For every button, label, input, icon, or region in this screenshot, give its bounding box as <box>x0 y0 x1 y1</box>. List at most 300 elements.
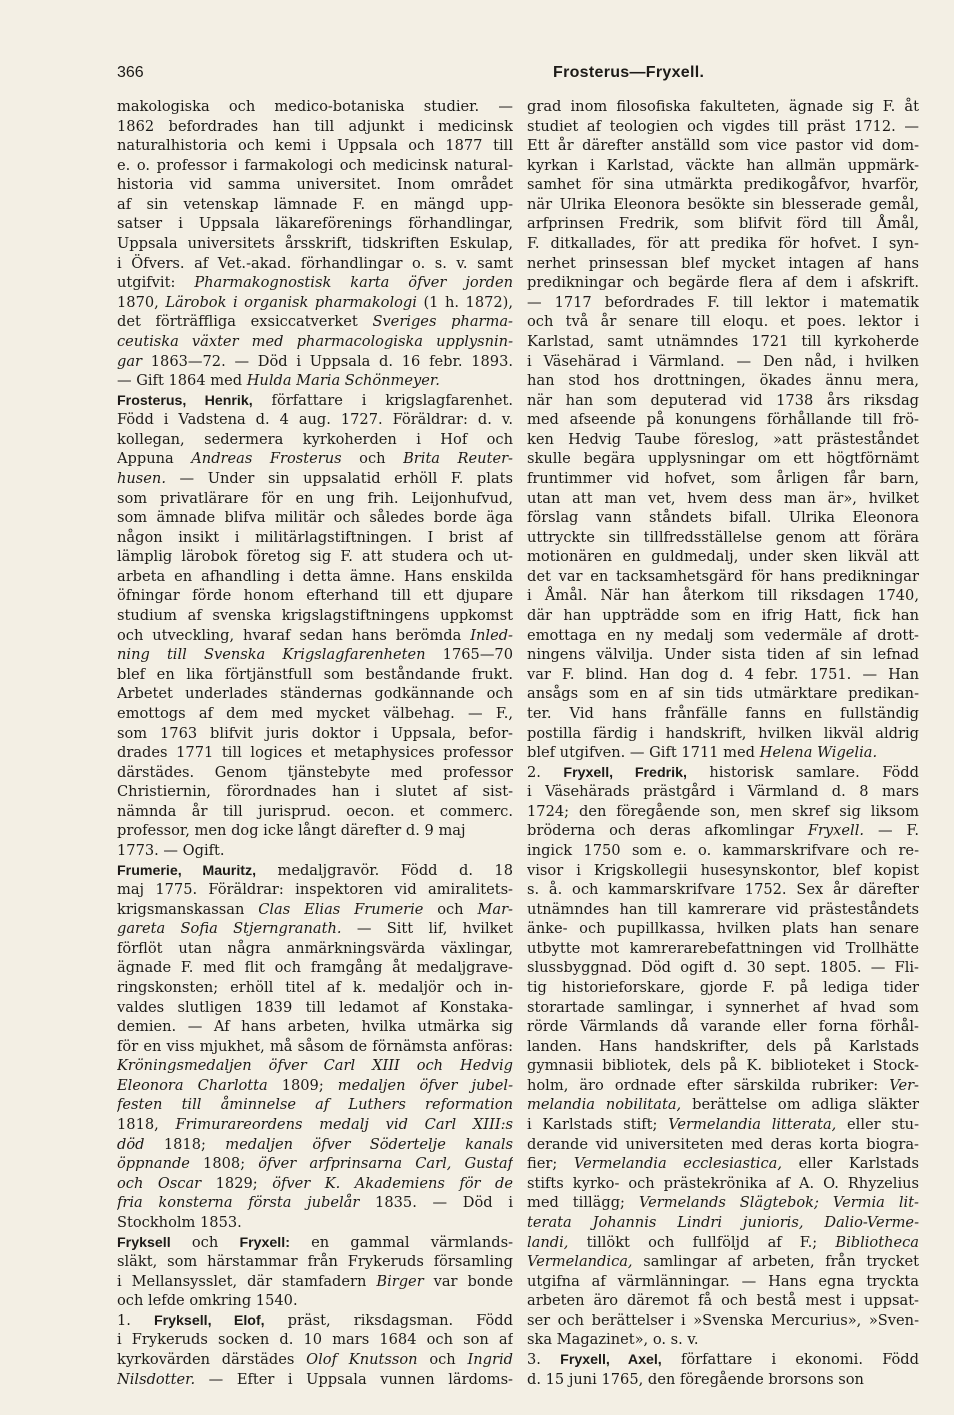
text-line <box>527 489 919 509</box>
text-line <box>117 861 513 881</box>
text-line <box>117 958 513 978</box>
italic-text: terata Johannis Lindri junioris, Dalio-Verme- <box>527 1213 919 1231</box>
text-line <box>527 880 919 900</box>
text-line <box>117 1115 513 1135</box>
text-line <box>527 606 919 626</box>
text-span: derande vid universiteten med deras korta biogra- <box>527 1135 919 1153</box>
text-line <box>117 1350 513 1370</box>
text-line <box>117 312 513 332</box>
left-column <box>117 97 513 1389</box>
text-line <box>527 430 919 450</box>
text-line <box>117 1017 513 1037</box>
text-span: och lefde omkring 1540. <box>117 1292 298 1310</box>
text-line <box>527 117 919 137</box>
italic-text: Lärobok i organisk pharmakologi <box>165 293 417 311</box>
text-span: i Mellansysslet, där stamfadern <box>117 1272 377 1290</box>
italic-text: och Oscar <box>117 1174 202 1192</box>
text-line <box>117 195 513 215</box>
text-span: — Under sin uppsalatid erhöll F. plats <box>165 469 513 487</box>
text-span: tillökt och fullföljd af F.; <box>568 1233 836 1251</box>
text-span: maj 1775. Föräldrar: inspektoren vid amiralitets- <box>117 881 513 899</box>
text-line <box>117 802 513 822</box>
text-span: makologiska och medico-botaniska studier. — <box>117 98 513 115</box>
text-span: drades 1771 till logices et metaphysices professor <box>117 744 513 762</box>
italic-text: Nilsdotter. <box>117 1370 196 1388</box>
text-span: kyrkovärden därstädes <box>117 1351 307 1368</box>
text-line <box>527 175 919 195</box>
text-span: och två år senare till eloqu. et poes. lektor i <box>527 313 919 331</box>
text-span: Appuna <box>117 450 192 468</box>
text-span: arfprinsen Fredrik, som blifvit förd till Åmål, <box>527 215 919 233</box>
text-line <box>117 214 513 234</box>
text-line <box>117 1330 513 1350</box>
text-span: kollegan, sedermera kyrkoherden i Hof och <box>117 430 513 448</box>
text-line <box>117 1252 513 1272</box>
text-span: studiet af teologien och vigdes till präst 1712. — <box>527 117 919 135</box>
text-line <box>527 841 919 861</box>
text-span: där han uppträdde som en ifrig Hatt, fick han <box>527 607 919 625</box>
italic-text: Brita Reuter- <box>403 450 513 468</box>
text-line <box>527 763 919 783</box>
text-line <box>527 1330 919 1350</box>
text-line <box>527 586 919 606</box>
text-line <box>527 1272 919 1292</box>
entry-name: Fryxell: <box>239 1234 290 1251</box>
italic-text: medaljen öfver Södertelje kanals <box>225 1135 513 1153</box>
right-column <box>527 97 919 1389</box>
text-line <box>527 782 919 802</box>
text-line <box>117 978 513 998</box>
text-span: en gammal värmlands- <box>289 1233 513 1251</box>
text-line <box>117 528 513 548</box>
text-span: han stod hos drottningen, ökades ännu mera, <box>527 372 919 390</box>
text-span: Christiernin, förordnades han i slutet af sist- <box>117 783 513 801</box>
text-line <box>117 508 513 528</box>
italic-text: festen till åminnelse af Luthers reformation <box>117 1096 513 1114</box>
text-span: ser och berättelser i »Svenska Mercurius», »Sven- <box>527 1311 919 1329</box>
text-line <box>117 626 513 646</box>
entry-name: Frosterus, Henrik, <box>117 392 253 409</box>
text-span: som privatlärare för en ung frih. Leijonhufvud, <box>117 489 513 507</box>
text-span: när han som deputerad vid 1738 års riksdag <box>527 391 919 409</box>
text-line <box>527 958 919 978</box>
text-span: utan att man vet, hvem dess man är», hvilket <box>527 489 919 507</box>
text-line <box>527 1154 919 1174</box>
text-span: med tillägg; <box>527 1194 639 1212</box>
text-span: Stockholm 1853. <box>117 1213 242 1231</box>
text-line <box>527 1311 919 1331</box>
text-line <box>527 1076 919 1096</box>
text-span: storartade samlingar, i synnerhet af hvad som <box>527 998 919 1016</box>
text-span: ter. Vid hans frånfälle fanns en fullständig <box>527 704 919 722</box>
text-span: i Karlstads stift; <box>527 1116 669 1134</box>
italic-text: fria konsterna första jubelår <box>117 1194 360 1212</box>
text-span: e. o. professor i farmakologi och medicinsk natural- <box>117 156 513 174</box>
entry-name: Fryksell <box>117 1234 171 1251</box>
italic-text: Fryxell. <box>807 822 864 840</box>
text-line <box>527 254 919 274</box>
text-span: änke- och pupillkassa, hvilken plats han senare <box>527 920 919 938</box>
italic-text: gar <box>117 352 143 370</box>
text-line <box>117 175 513 195</box>
text-span: i Öfvers. af Vet.-akad. förhandlingar o. s. v. samt <box>117 254 513 272</box>
text-line <box>527 97 919 117</box>
text-line <box>527 410 919 430</box>
text-span: motionären en guldmedalj, under sken likväl att <box>527 548 919 566</box>
text-line <box>527 352 919 372</box>
text-span: emottaga en ny medalj som vedermäle af drott- <box>527 626 919 644</box>
text-line <box>527 998 919 1018</box>
text-span: och <box>341 450 404 468</box>
text-line <box>527 724 919 744</box>
text-line <box>117 724 513 744</box>
text-line <box>117 1311 513 1331</box>
italic-text: Hulda Maria Schönmeyer. <box>246 372 440 390</box>
text-span: förslag vann ståndets bifall. Ulrika Eleonora <box>527 509 919 527</box>
text-span: holm, äro ordnade efter särskilda rubriker: <box>527 1076 890 1094</box>
text-span: Uppsala universitets årsskrift, tidskriften Eskulap, <box>117 235 513 253</box>
text-line <box>117 410 513 430</box>
text-span: — 1717 befordrades F. till lektor i matematik <box>527 293 919 311</box>
text-line <box>117 234 513 254</box>
text-span: 1835. — Död i <box>359 1194 513 1212</box>
text-span: utgifna af värmlänningar. — Hans egna tryckta <box>527 1272 919 1290</box>
running-head: Frosterus—Fryxell. <box>553 64 705 81</box>
text-line <box>527 449 919 469</box>
text-line <box>117 841 513 861</box>
text-span: någon insikt i militärlagstiftningen. I brist af <box>117 528 513 546</box>
text-span: landen. Hans handskrifter, dels på Karlstads <box>527 1037 919 1055</box>
text-line <box>527 821 919 841</box>
text-line <box>117 430 513 450</box>
text-span: satser i Uppsala läkareförenings förhandlingar, <box>117 215 513 233</box>
text-line <box>117 136 513 156</box>
text-line <box>527 195 919 215</box>
text-line <box>527 312 919 332</box>
text-line <box>117 880 513 900</box>
text-span: eller stu- <box>836 1116 919 1134</box>
text-line <box>117 273 513 293</box>
text-line <box>117 391 513 411</box>
text-span: visor i Krigskollegii husesynskontor, blef kopist <box>527 861 919 879</box>
text-line <box>117 332 513 352</box>
page-header <box>117 64 917 90</box>
italic-text: Vermelandia ecclesiastica, <box>573 1155 782 1173</box>
text-span: slussbyggnad. Död ogift d. 30 sept. 1805. — Fli- <box>527 959 919 977</box>
italic-text: Vermelands Slägtebok; Vermia lit- <box>638 1194 919 1212</box>
italic-text: död <box>117 1135 145 1153</box>
italic-text: Vermelandia litterata, <box>668 1116 837 1134</box>
text-line <box>117 704 513 724</box>
text-span: skulle begära upplysningar om ett högtförnämt <box>527 450 919 468</box>
text-line <box>117 156 513 176</box>
text-line <box>117 469 513 489</box>
italic-text: gareta Sofia Stjerngranath. <box>117 920 342 938</box>
text-span: demien. — Af hans arbeten, hvilka utmärka sig <box>117 1018 513 1036</box>
italic-text: Bibliotheca <box>835 1233 919 1251</box>
text-span: — Efter i Uppsala vunnen lärdoms- <box>195 1370 513 1388</box>
text-span: var bonde <box>423 1272 513 1290</box>
text-span: historisk samlare. Född <box>686 763 919 781</box>
italic-text: Eleonora Charlotta <box>117 1076 268 1094</box>
text-line <box>527 1350 919 1370</box>
italic-text: Ingrid <box>467 1351 513 1368</box>
text-span: och <box>423 900 478 918</box>
text-span: 1808; <box>189 1155 259 1173</box>
text-line <box>117 900 513 920</box>
text-line <box>527 1037 919 1057</box>
text-span: tig historieforskare, gjorde F. på lediga tider <box>527 979 919 997</box>
text-span: utgifvit: <box>117 274 195 292</box>
text-span: studium af svenska krigslagstiftningens uppkomst <box>117 607 513 625</box>
text-line <box>117 547 513 567</box>
text-span: som 1763 blifvit juris doktor i Uppsala, befor- <box>117 724 513 742</box>
text-span: 1. <box>117 1311 154 1329</box>
text-line <box>117 684 513 704</box>
text-span: när Ulrika Eleonora besökte sin blesserade gemål, <box>527 195 919 213</box>
text-line <box>527 704 919 724</box>
italic-text: ning till Svenska Krigslagfarenheten <box>117 646 426 664</box>
text-span: d. 15 juni 1765, den föregående brorsons son <box>527 1370 864 1388</box>
text-span: förflöt utan några anmärkningsvärda växlingar, <box>117 939 513 957</box>
text-line <box>527 293 919 313</box>
text-line <box>527 900 919 920</box>
italic-text: Andreas Frosterus <box>191 450 342 468</box>
text-span: krigsmanskassan <box>117 900 259 918</box>
text-line <box>527 1213 919 1233</box>
text-line <box>117 1095 513 1115</box>
entry-name: Fryksell, Elof, <box>153 1312 265 1329</box>
text-line <box>117 1135 513 1155</box>
text-span: ansågs som en af sin tids utmärktare predikan- <box>527 685 919 703</box>
text-line <box>117 919 513 939</box>
text-line <box>117 489 513 509</box>
text-line <box>117 1056 513 1076</box>
text-line <box>527 861 919 881</box>
text-span: därstädes. Genom tjänstebyte med professor <box>117 763 513 781</box>
text-span: samlingar af arbeten, från trycket <box>632 1253 919 1271</box>
text-span: arbeta en afhandling i detta ämne. Hans enskilda <box>117 567 513 585</box>
text-line <box>117 1037 513 1057</box>
text-span: samhet för sina utmärkta predikogåfvor, hvarför, <box>527 176 919 194</box>
text-span: — Gift 1864 med <box>117 372 247 390</box>
text-line <box>527 1174 919 1194</box>
italic-text: Olof Knutsson <box>306 1351 418 1368</box>
text-line <box>117 1174 513 1194</box>
text-span: ringskonsten; erhöll titel af k. medaljör och in- <box>117 979 513 997</box>
text-line <box>117 606 513 626</box>
text-line <box>527 469 919 489</box>
text-line <box>117 1193 513 1213</box>
text-span: var F. blind. Han dog d. 4 febr. 1751. — Han <box>527 665 919 683</box>
italic-text: Inled- <box>470 626 513 644</box>
italic-text: Ver- <box>889 1076 919 1094</box>
text-line <box>527 684 919 704</box>
text-line <box>527 1291 919 1311</box>
text-line <box>117 998 513 1018</box>
text-span: predikningar och begärde flera af dem i afskrift. <box>527 274 919 292</box>
text-span: och <box>417 1351 468 1368</box>
text-span: professor, men dog icke långt därefter d. 9 maj <box>117 822 466 840</box>
text-span: fruntimmer vid hofvet, som årligen får barn, <box>527 469 919 487</box>
text-line <box>527 919 919 939</box>
text-line <box>117 743 513 763</box>
text-line <box>117 1272 513 1292</box>
italic-text: Clas Elias Frumerie <box>258 900 424 918</box>
text-line <box>117 352 513 372</box>
text-span: gymnasii bibliotek, dels på K. biblioteket i Stock- <box>527 1057 919 1075</box>
text-line <box>527 332 919 352</box>
text-line <box>117 567 513 587</box>
text-span: kyrkan i Karlstad, väckte han allmän uppmärk- <box>527 156 919 174</box>
text-line <box>117 1370 513 1390</box>
text-span: som ämnade blifva militär och således borde äga <box>117 509 513 527</box>
text-span: i Åmål. När han återkom till riksdagen 1740, <box>527 587 919 605</box>
text-line <box>527 939 919 959</box>
text-span: nerhet prinsessan blef mycket intagen af hans <box>527 254 919 272</box>
entry-name: Fryxell, Fredrik, <box>563 764 687 781</box>
text-span: 3. <box>527 1351 561 1368</box>
text-line <box>527 156 919 176</box>
text-span: 1724; den föregående son, men skref sig liksom <box>527 802 919 820</box>
italic-text: öfver K. Akademiens för de <box>272 1174 513 1192</box>
text-span: af sin vetenskap lämnade F. en mängd upp- <box>117 195 513 213</box>
text-span: för en viss mjukhet, må såsom de förnämsta anföras: <box>117 1037 513 1055</box>
text-line <box>117 1154 513 1174</box>
text-line <box>527 1193 919 1213</box>
text-span: blef utgifven. — Gift 1711 med <box>527 744 760 762</box>
text-span: det var en tacksamhetsgärd för hans predikningar <box>527 567 919 585</box>
text-line <box>527 1017 919 1037</box>
text-span: grad inom filosofiska fakulteten, ägnade sig F. åt <box>527 98 919 115</box>
text-span: ingick 1750 som e. o. kammarskrifvare och re- <box>527 841 919 859</box>
text-span: i Väsehärads prästgård i Värmland d. 8 mars <box>527 783 919 801</box>
text-span: bröderna och deras afkomlingar <box>527 822 808 840</box>
text-span: postilla färdig i handskrift, hvilken likväl aldrig <box>527 724 919 742</box>
text-span: 1863—72. — Död i Uppsala d. 16 febr. 1893. <box>142 352 513 370</box>
italic-text: husen. <box>117 469 166 487</box>
text-span: berättelse om adliga släkter <box>681 1096 919 1114</box>
text-span: ken Hedvig Taube föreslog, »att prästeståndet <box>527 430 919 448</box>
text-span: Ett år därefter anställd som vice pastor vid dom- <box>527 137 919 155</box>
text-line <box>527 136 919 156</box>
text-line <box>117 371 513 391</box>
italic-text: Helena Wigelia. <box>759 744 878 762</box>
text-span: författare i ekonomi. Född <box>661 1351 919 1368</box>
text-span: 1818, <box>117 1116 176 1134</box>
text-span: blef en lika förtjänstfull som beståndande frukt. <box>117 665 513 683</box>
text-line <box>527 371 919 391</box>
text-span: ningens välvilja. Under sista tiden af sin lefnad <box>527 646 919 664</box>
text-line <box>117 1076 513 1096</box>
italic-text: öppnande <box>117 1155 190 1173</box>
text-span: 1773. — Ogift. <box>117 841 225 859</box>
text-line <box>527 1135 919 1155</box>
text-line <box>527 1252 919 1272</box>
text-line <box>527 528 919 548</box>
entry-name: Fryxell, Axel, <box>560 1352 662 1368</box>
text-span: 1829; <box>201 1174 273 1192</box>
italic-text: Pharmakognostisk karta öfver jorden <box>194 274 513 292</box>
text-span: Arbetet underlades ständernas godkännande och <box>117 685 513 703</box>
text-line <box>527 391 919 411</box>
text-span: eller Karlstads <box>782 1155 919 1173</box>
text-line <box>117 293 513 313</box>
text-line <box>117 763 513 783</box>
text-span: (1 h. 1872), <box>416 293 513 311</box>
italic-text: Mar- <box>477 900 513 918</box>
text-span: öfningar förde honom efterhand till ett djupare <box>117 587 513 605</box>
text-line <box>527 1233 919 1253</box>
text-span: uttryckte sin tillfredsställelse genom att förära <box>527 528 919 546</box>
text-span: ska Magazinet», o. s. v. <box>527 1331 699 1349</box>
text-span: 2. <box>527 763 564 781</box>
text-span: utbytte mot kamrerarebefattningen vid Trollhätte <box>527 939 919 957</box>
text-line <box>117 665 513 685</box>
italic-text: Frimurareordens medalj vid Carl XIII:s <box>175 1116 513 1134</box>
text-line <box>527 214 919 234</box>
text-line <box>527 645 919 665</box>
text-line <box>527 567 919 587</box>
text-line <box>117 1233 513 1253</box>
text-line <box>527 1115 919 1135</box>
text-line <box>527 665 919 685</box>
text-line <box>527 743 919 763</box>
text-span: arbeten äro däremot få och bestå mest i uppsat- <box>527 1292 919 1310</box>
italic-text: öfver arfprinsarna Carl, Gustaf <box>258 1155 513 1173</box>
text-line <box>527 234 919 254</box>
text-line <box>117 782 513 802</box>
text-line <box>527 802 919 822</box>
text-span: emottogs af dem med mycket välbehag. — F., <box>117 704 513 722</box>
text-line <box>117 97 513 117</box>
text-span: Karlstad, samt utnämndes 1721 till kyrkoherde <box>527 332 919 350</box>
italic-text: Vermelandica, <box>527 1253 633 1271</box>
text-line <box>117 821 513 841</box>
text-span: släkt, som härstammar från Frykeruds församling <box>117 1253 513 1271</box>
text-span: och utveckling, hvaraf sedan hans berömda <box>117 626 471 644</box>
text-line <box>117 939 513 959</box>
text-span: fier; <box>527 1155 574 1173</box>
text-line <box>527 1095 919 1115</box>
text-span: det förträffliga exsiccatverket <box>117 313 373 331</box>
text-span: 1870, <box>117 293 166 311</box>
text-span: präst, riksdagsman. Född <box>264 1311 513 1329</box>
text-span: stifts kyrko- och prästekrönika af A. O. Rhyzelius <box>527 1174 919 1192</box>
italic-text: Kröningsmedaljen öfver Carl XIII och Hedvig <box>117 1057 513 1075</box>
text-line <box>527 547 919 567</box>
text-span: naturalhistoria och kemi i Uppsala och 1877 till <box>117 137 513 155</box>
text-span: historia vid samma universitet. Inom området <box>117 176 513 194</box>
text-span: medaljgravör. Född d. 18 <box>256 861 513 879</box>
italic-text: melandia nobilitata, <box>527 1096 682 1114</box>
text-span: F. ditkallades, för att predika för hofvet. I syn- <box>527 235 919 253</box>
italic-text: Birger <box>376 1272 424 1290</box>
text-line <box>527 508 919 528</box>
text-span: s. å. och kammarskrifvare 1752. Sex år därefter <box>527 881 919 899</box>
text-span: lämplig lärobok företog sig F. att studera och ut- <box>117 548 513 566</box>
text-span: 1809; <box>267 1076 338 1094</box>
text-line <box>117 117 513 137</box>
text-span: med afseende på konungens förhållande till frö- <box>527 411 919 429</box>
text-span: 1765—70 <box>425 646 513 664</box>
text-span: rörde Värmlands då varande eller forna förhål- <box>527 1018 919 1036</box>
text-span: nämnda år till jurisprud. oecon. et commerc. <box>117 802 513 820</box>
text-span: — F. <box>864 822 919 840</box>
text-line <box>527 1056 919 1076</box>
page-number: 366 <box>117 64 144 81</box>
text-span: i Väsehärad i Värmland. — Den nåd, i hvilken <box>527 352 919 370</box>
